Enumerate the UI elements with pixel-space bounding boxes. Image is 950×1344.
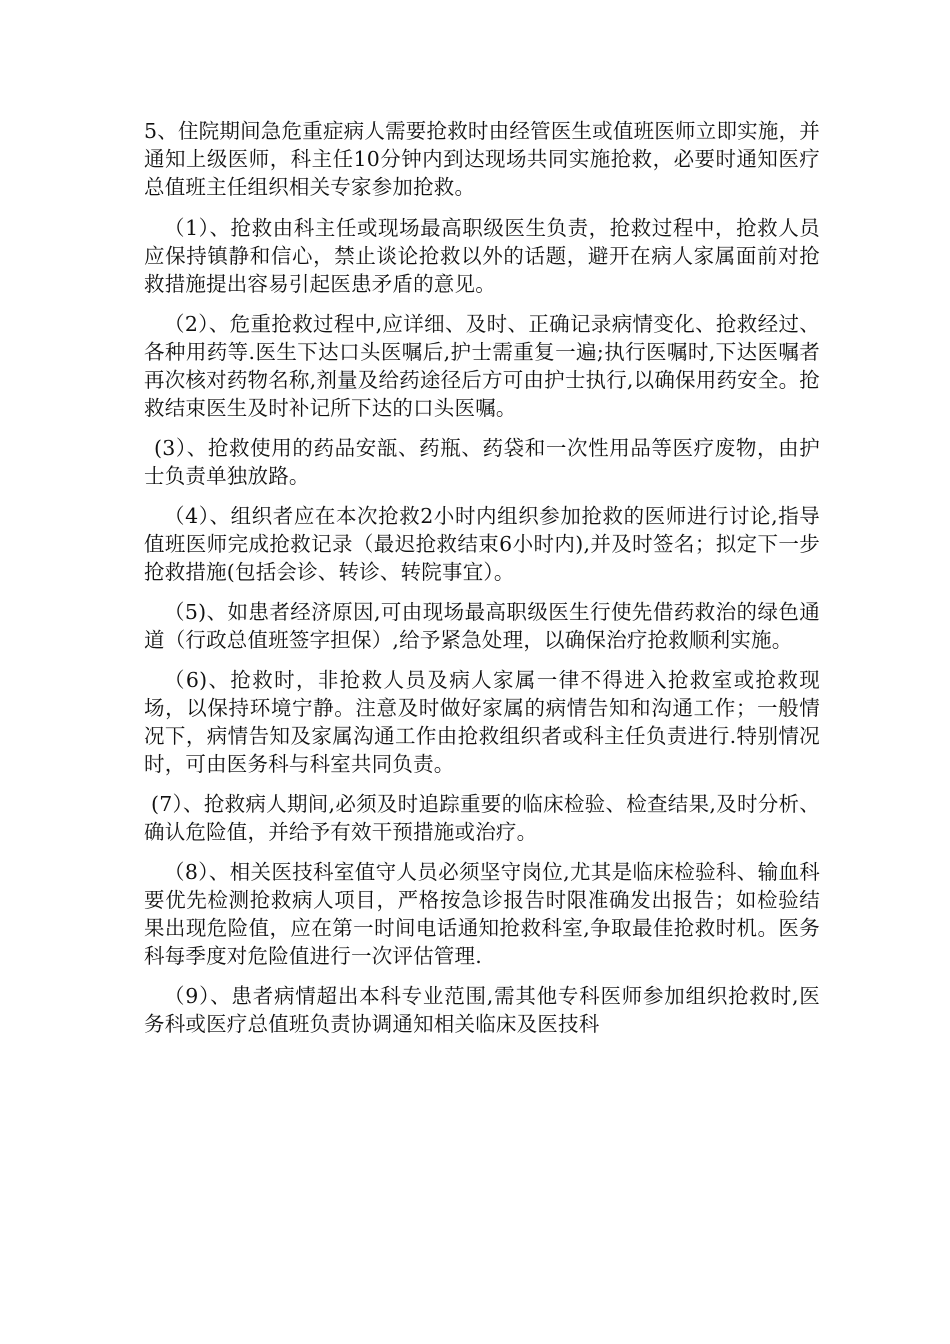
paragraph-subitem-8: （8）、相关医技科室值守人员必须坚守岗位,尤其是临床检验科、输血科要优先检测抢救病人项目，严格按急诊报告时限准确发出报告；如检验结果出现危险值，应在第一时间电话通知抢救科室,争取最佳抢救时机。医务科每季度对危险值进行一次评估管理. (144, 860, 820, 968)
paragraph-subitem-2: （2）、危重抢救过程中,应详细、及时、正确记录病情变化、抢救经过、各种用药等.医生下达口头医嘱后,护士需重复一遍;执行医嘱时,下达医嘱者再次核对药物名称,剂量及给药途径后方可由护士执行,以确保用药安全。抢救结束医生及时补记所下达的口头医嘱。 (144, 312, 820, 420)
paragraph-subitem-7: (7）、抢救病人期间,必须及时追踪重要的临床检验、检查结果,及时分析、确认危险值，并给予有效干预措施或治疗。 (144, 792, 820, 844)
paragraph-subitem-4: （4）、组织者应在本次抢救2小时内组织参加抢救的医师进行讨论,指导值班医师完成抢救记录（最迟抢救结束6小时内),并及时签名；拟定下一步抢救措施(包括会诊、转诊、转院事宜）。 (144, 504, 820, 584)
document-body (144, 117, 820, 1038)
paragraph-subitem-3: (3）、抢救使用的药品安瓿、药瓶、药袋和一次性用品等医疗废物，由护士负责单独放路。 (144, 436, 820, 488)
paragraph-subitem-1: （1）、抢救由科主任或现场最高职级医生负责，抢救过程中，抢救人员应保持镇静和信心，禁止谈论抢救以外的话题，避开在病人家属面前对抢救措施提出容易引起医患矛盾的意见。 (144, 216, 820, 296)
paragraph-subitem-6: （6)、抢救时，非抢救人员及病人家属一律不得进入抢救室或抢救现场，以保持环境宁静。注意及时做好家属的病情告知和沟通工作；一般情况下，病情告知及家属沟通工作由抢救组织者或科主任负责进行.特别情况时，可由医务科与科室共同负责。 (144, 668, 820, 776)
paragraph-subitem-5: （5)、如患者经济原因,可由现场最高职级医生行使先借药救治的绿色通道（行政总值班签字担保）,给予紧急处理，以确保治疗抢救顺利实施。 (144, 600, 820, 652)
paragraph-subitem-9: （9）、患者病情超出本科专业范围,需其他专科医师参加组织抢救时,医务科或医疗总值班负责协调通知相关临床及医技科 (144, 984, 820, 1036)
paragraph-item-5: 5、住院期间急危重症病人需要抢救时由经管医生或值班医师立即实施，并通知上级医师，科主任10分钟内到达现场共同实施抢救，必要时通知医疗总值班主任组织相关专家参加抢救。 (144, 119, 820, 199)
